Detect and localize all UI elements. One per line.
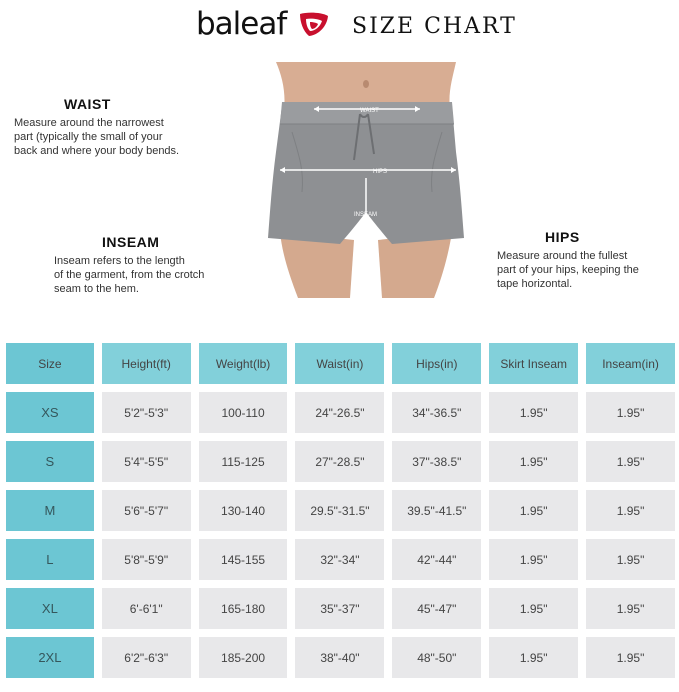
table-cell: 5'6"-5'7" bbox=[98, 486, 195, 535]
table-cell: 1.95" bbox=[582, 388, 679, 437]
table-row bbox=[2, 388, 679, 437]
header bbox=[0, 6, 679, 42]
table-cell: 37"-38.5" bbox=[388, 437, 485, 486]
header-cell: Hips(in) bbox=[388, 339, 485, 388]
photo-label-hips: HIPS bbox=[373, 169, 388, 175]
table-cell: 5'4"-5'5" bbox=[98, 437, 195, 486]
hips-description bbox=[497, 229, 677, 291]
table-cell: 1.95" bbox=[582, 584, 679, 633]
table-cell: 29.5"-31.5" bbox=[291, 486, 388, 535]
table-cell: 5'2"-5'3" bbox=[98, 388, 195, 437]
table-row bbox=[2, 584, 679, 633]
table-cell: 45"-47" bbox=[388, 584, 485, 633]
table-cell: 115-125 bbox=[195, 437, 292, 486]
brand-logo-text: baleaf bbox=[196, 6, 287, 42]
header-cell: Size bbox=[2, 339, 98, 388]
table-cell: 1.95" bbox=[485, 388, 582, 437]
size-cell: 2XL bbox=[2, 633, 98, 682]
header-cell: Weight(lb) bbox=[195, 339, 292, 388]
table-cell: 35"-37" bbox=[291, 584, 388, 633]
table-cell: 1.95" bbox=[582, 437, 679, 486]
table-header-row bbox=[2, 339, 679, 388]
table-cell: 48"-50" bbox=[388, 633, 485, 682]
table-cell: 1.95" bbox=[485, 535, 582, 584]
table-cell: 6'2"-6'3" bbox=[98, 633, 195, 682]
table-cell: 27"-28.5" bbox=[291, 437, 388, 486]
table-cell: 1.95" bbox=[485, 584, 582, 633]
header-cell: Waist(in) bbox=[291, 339, 388, 388]
table-cell: 1.95" bbox=[582, 633, 679, 682]
shorts-illustration bbox=[262, 62, 470, 298]
table-row bbox=[2, 535, 679, 584]
table-cell: 5'8"-5'9" bbox=[98, 535, 195, 584]
inseam-text: Inseam refers to the length of the garment, from the crotch seam to the hem. bbox=[54, 255, 205, 295]
table-cell: 34"-36.5" bbox=[388, 388, 485, 437]
table-cell: 130-140 bbox=[195, 486, 292, 535]
table-cell: 1.95" bbox=[582, 535, 679, 584]
table-cell: 24"-26.5" bbox=[291, 388, 388, 437]
inseam-title: INSEAM bbox=[102, 234, 160, 250]
size-cell: S bbox=[2, 437, 98, 486]
table-cell: 165-180 bbox=[195, 584, 292, 633]
table-row bbox=[2, 437, 679, 486]
size-cell: L bbox=[2, 535, 98, 584]
table-cell: 1.95" bbox=[485, 437, 582, 486]
size-cell: XS bbox=[2, 388, 98, 437]
table-cell: 100-110 bbox=[195, 388, 292, 437]
photo-label-waist: WAIST bbox=[360, 108, 379, 114]
size-cell: M bbox=[2, 486, 98, 535]
table-cell: 6'-6'1" bbox=[98, 584, 195, 633]
size-cell: XL bbox=[2, 584, 98, 633]
photo-label-inseam: INSEAM bbox=[354, 212, 378, 218]
waist-title: WAIST bbox=[64, 96, 111, 112]
table-row bbox=[2, 486, 679, 535]
header-cell: Skirt Inseam bbox=[485, 339, 582, 388]
waist-description bbox=[14, 96, 214, 158]
table-cell: 38"-40" bbox=[291, 633, 388, 682]
table-row bbox=[2, 633, 679, 682]
header-cell: Height(ft) bbox=[98, 339, 195, 388]
table-cell: 1.95" bbox=[485, 486, 582, 535]
inseam-description bbox=[54, 234, 234, 296]
model-shorts-photo bbox=[262, 62, 470, 298]
table-cell: 1.95" bbox=[485, 633, 582, 682]
page-title: SIZE CHART bbox=[352, 14, 517, 39]
table-cell: 42"-44" bbox=[388, 535, 485, 584]
hips-text: Measure around the fullest part of your hips, keeping the tape horizontal. bbox=[497, 250, 639, 290]
table-cell: 1.95" bbox=[582, 486, 679, 535]
leaf-logo-icon bbox=[297, 10, 331, 38]
table-cell: 32"-34" bbox=[291, 535, 388, 584]
header-cell: Inseam(in) bbox=[582, 339, 679, 388]
table-cell: 185-200 bbox=[195, 633, 292, 682]
waist-text: Measure around the narrowest part (typically the small of your back and where your body bends. bbox=[14, 117, 180, 157]
hips-title: HIPS bbox=[545, 229, 580, 245]
table-cell: 39.5"-41.5" bbox=[388, 486, 485, 535]
table-cell: 145-155 bbox=[195, 535, 292, 584]
size-table bbox=[2, 339, 679, 682]
